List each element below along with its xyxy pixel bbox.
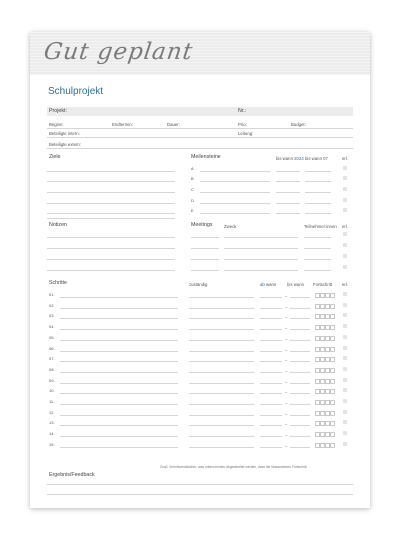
ziele-title: Ziele <box>49 154 61 160</box>
bis-line[interactable] <box>290 404 310 405</box>
bis-line[interactable] <box>290 308 310 309</box>
zustaendig-line[interactable] <box>189 404 254 405</box>
ziele-line[interactable] <box>47 213 175 214</box>
progress-box[interactable] <box>330 293 335 298</box>
milestone-line[interactable] <box>200 213 270 214</box>
bis-line[interactable] <box>290 415 310 416</box>
ziele-line[interactable] <box>47 218 175 219</box>
line <box>47 148 353 149</box>
meeting-line[interactable] <box>224 259 298 260</box>
notes-line[interactable] <box>47 270 175 271</box>
ab-line[interactable] <box>260 351 282 352</box>
step-line[interactable] <box>60 329 178 330</box>
progress-box[interactable] <box>330 314 335 319</box>
step-number: 08. <box>49 366 55 372</box>
intern-label[interactable]: Beteiligte intern: <box>49 131 80 136</box>
bis-line[interactable] <box>290 372 310 373</box>
dash: – <box>285 325 288 331</box>
field-label[interactable]: Prio: <box>238 122 247 127</box>
line <box>47 137 353 138</box>
ab-wann-header: ab wann <box>260 282 277 287</box>
zustaendig-line[interactable] <box>189 297 254 298</box>
schritte-title: Schritte <box>49 280 67 286</box>
erl-checkbox[interactable] <box>343 187 347 191</box>
erl-header-notes: erl. <box>342 224 348 229</box>
progress-box[interactable] <box>330 325 335 330</box>
zustaendig-line[interactable] <box>189 308 254 309</box>
ab-line[interactable] <box>260 372 282 373</box>
date-line[interactable] <box>276 181 300 182</box>
erl-checkbox[interactable] <box>343 356 347 360</box>
progress-box[interactable] <box>330 389 335 394</box>
progress-box[interactable] <box>330 336 335 341</box>
erl-checkbox[interactable] <box>343 388 347 392</box>
planner-sheet <box>30 32 370 508</box>
ziele-line[interactable] <box>47 181 175 182</box>
dash: – <box>285 335 288 341</box>
erl-checkbox[interactable] <box>343 292 347 296</box>
erl-checkbox[interactable] <box>343 208 347 212</box>
step-number: 11. <box>49 399 55 404</box>
step-line[interactable] <box>60 297 178 298</box>
progress-box[interactable] <box>330 304 335 309</box>
step-number: 02. <box>49 302 55 308</box>
step-number: 01. <box>49 292 55 297</box>
field-label[interactable]: Budget: <box>291 122 306 127</box>
nr-label: Nr.: <box>238 108 247 114</box>
step-number: 03. <box>49 313 55 319</box>
progress-box[interactable] <box>330 368 335 373</box>
step-line[interactable] <box>60 340 178 341</box>
ab-line[interactable] <box>260 308 282 309</box>
erl-checkbox[interactable] <box>343 420 347 424</box>
progress-box[interactable] <box>330 432 335 437</box>
meeting-line[interactable] <box>191 259 219 260</box>
meeting-line[interactable] <box>304 248 331 249</box>
ab-line[interactable] <box>260 297 282 298</box>
meeting-line[interactable] <box>191 248 219 249</box>
bis-wann-steps-header: bis wann <box>287 282 304 287</box>
milestone-letter: B <box>191 176 194 181</box>
bis-line[interactable] <box>290 425 310 426</box>
dash: – <box>285 367 288 373</box>
bis-line[interactable] <box>290 383 310 384</box>
ab-line[interactable] <box>260 340 282 341</box>
meeting-line[interactable] <box>191 237 219 238</box>
milestones-title: Meilensteine <box>191 154 221 160</box>
notes-line[interactable] <box>47 259 175 260</box>
date-line[interactable] <box>305 171 331 172</box>
zustaendig-line[interactable] <box>189 329 254 330</box>
zustaendig-line[interactable] <box>189 393 254 394</box>
erl-checkbox[interactable] <box>343 198 347 202</box>
field-label[interactable]: Dauer: <box>167 122 180 127</box>
ab-line[interactable] <box>260 436 282 437</box>
leitung-label[interactable]: Leitung: <box>238 131 254 136</box>
meeting-line[interactable] <box>304 270 331 271</box>
ab-line[interactable] <box>260 318 282 319</box>
zustaendig-line[interactable] <box>189 318 254 319</box>
progress-box[interactable] <box>330 421 335 426</box>
erl-checkbox[interactable] <box>343 346 347 350</box>
step-line[interactable] <box>60 318 178 319</box>
meeting-line[interactable] <box>224 248 298 249</box>
step-line[interactable] <box>60 372 178 373</box>
date-line[interactable] <box>276 171 300 172</box>
bis-line[interactable] <box>290 351 310 352</box>
ergebnis-title: Ergebnis/Feedback <box>49 472 95 478</box>
progress-box[interactable] <box>330 411 335 416</box>
erl-checkbox[interactable] <box>343 313 347 317</box>
date-line[interactable] <box>276 192 300 193</box>
ab-line[interactable] <box>260 447 282 448</box>
zustaendig-line[interactable] <box>189 383 254 384</box>
step-line[interactable] <box>60 404 178 405</box>
step-number: 04. <box>49 324 55 330</box>
zustaendig-line[interactable] <box>189 340 254 341</box>
step-number: 12. <box>49 409 55 415</box>
extern-label[interactable]: Beteiligte extern: <box>49 142 82 147</box>
dash: – <box>285 378 288 384</box>
ziele-line[interactable] <box>47 171 175 172</box>
bis-line[interactable] <box>290 393 310 394</box>
milestone-line[interactable] <box>200 171 270 172</box>
erl-checkbox[interactable] <box>343 378 347 382</box>
milestone-line[interactable] <box>200 203 270 204</box>
step-line[interactable] <box>60 415 178 416</box>
erl-checkbox[interactable] <box>343 442 347 446</box>
project-bar <box>47 107 353 116</box>
line <box>47 484 353 485</box>
erl-checkbox[interactable] <box>343 232 347 236</box>
progress-box[interactable] <box>330 379 335 384</box>
zustaendig-line[interactable] <box>189 425 254 426</box>
step-line[interactable] <box>60 447 178 448</box>
dash: – <box>285 389 288 395</box>
zustaendig-header: zuständig <box>189 282 208 287</box>
dash: – <box>285 400 288 405</box>
milestone-letter: D <box>191 198 194 203</box>
zustaendig-line[interactable] <box>189 436 254 437</box>
date-line[interactable] <box>305 203 331 204</box>
date-line[interactable] <box>305 213 331 214</box>
line <box>47 494 353 495</box>
erl-checkbox[interactable] <box>343 166 347 170</box>
progress-box[interactable] <box>330 347 335 352</box>
erl-checkbox[interactable] <box>343 254 347 258</box>
date-line[interactable] <box>276 213 300 214</box>
erl-checkbox[interactable] <box>343 431 347 435</box>
bis-line[interactable] <box>290 297 310 298</box>
dash: – <box>285 432 288 438</box>
milestone-letter: E <box>191 208 194 213</box>
ziele-line[interactable] <box>47 203 175 204</box>
dash: – <box>285 410 288 416</box>
step-line[interactable] <box>60 308 178 309</box>
erl-header: erl. <box>342 156 348 161</box>
step-line[interactable] <box>60 425 178 426</box>
notes-line[interactable] <box>47 248 175 249</box>
erl-checkbox[interactable] <box>343 399 347 403</box>
bis-wann-header: bis wann 2024 <box>276 156 304 161</box>
step-line[interactable] <box>60 436 178 437</box>
ab-line[interactable] <box>260 329 282 330</box>
milestone-letter: C <box>191 187 194 192</box>
ab-line[interactable] <box>260 415 282 416</box>
step-number: 15. <box>49 441 55 447</box>
zustaendig-line[interactable] <box>189 351 254 352</box>
meeting-line[interactable] <box>191 270 219 271</box>
date-line[interactable] <box>305 192 331 193</box>
footnote: Gruß: Schrittverständlich, was unternommen abgearbeitet werden, dass die Massnahmen Fortschritt <box>160 465 307 469</box>
ziele-line[interactable] <box>47 192 175 193</box>
notes-line[interactable] <box>47 237 175 238</box>
milestone-line[interactable] <box>200 181 270 182</box>
step-number: 06. <box>49 345 55 351</box>
progress-box[interactable] <box>330 400 335 405</box>
step-line[interactable] <box>60 351 178 352</box>
bis-line[interactable] <box>290 436 310 437</box>
zustaendig-line[interactable] <box>189 415 254 416</box>
dash: – <box>285 314 288 320</box>
projekt-label: Projekt: <box>49 108 67 114</box>
step-number: 09. <box>49 377 55 383</box>
erl-checkbox[interactable] <box>343 335 347 339</box>
bis-line[interactable] <box>290 361 310 362</box>
step-line[interactable] <box>60 383 178 384</box>
step-number: 10. <box>49 388 55 394</box>
zustaendig-line[interactable] <box>189 361 254 362</box>
dash: – <box>285 303 288 309</box>
zweck-header: Zweck <box>224 224 237 229</box>
date-line[interactable] <box>305 181 331 182</box>
erl-checkbox[interactable] <box>343 176 347 180</box>
erl-checkbox[interactable] <box>343 324 347 328</box>
dash: – <box>285 442 288 448</box>
bis-line[interactable] <box>290 318 310 319</box>
dash: – <box>285 293 288 298</box>
date-line[interactable] <box>276 203 300 204</box>
bis-wann2-header: bis wann 07 <box>305 156 328 161</box>
ab-line[interactable] <box>260 383 282 384</box>
erl-header-steps: erl. <box>342 282 348 287</box>
meetings-title: Meetings <box>191 222 213 228</box>
step-number: 13. <box>49 420 55 426</box>
ab-line[interactable] <box>260 361 282 362</box>
erl-checkbox[interactable] <box>343 303 347 307</box>
step-number: 14. <box>49 431 55 437</box>
teilnehmer-header: Teilnehmer:innen <box>304 224 337 229</box>
progress-box[interactable] <box>330 443 335 448</box>
line <box>47 128 353 129</box>
erl-checkbox[interactable] <box>343 367 347 371</box>
meeting-line[interactable] <box>224 237 298 238</box>
bis-line[interactable] <box>290 447 310 448</box>
step-number: 05. <box>49 334 55 340</box>
milestone-line[interactable] <box>200 192 270 193</box>
header-banner <box>30 32 370 75</box>
fortschritt-header: Fortschritt <box>313 282 333 287</box>
zustaendig-line[interactable] <box>189 372 254 373</box>
ab-line[interactable] <box>260 393 282 394</box>
meeting-line[interactable] <box>224 270 298 271</box>
ab-line[interactable] <box>260 404 282 405</box>
field-label[interactable]: Endtermin: <box>112 122 133 127</box>
bis-line[interactable] <box>290 329 310 330</box>
field-label[interactable]: Beginn: <box>49 122 64 127</box>
bis-line[interactable] <box>290 340 310 341</box>
erl-checkbox[interactable] <box>343 410 347 414</box>
step-line[interactable] <box>60 361 178 362</box>
milestone-letter: A <box>191 166 194 171</box>
meeting-line[interactable] <box>304 259 331 260</box>
zustaendig-line[interactable] <box>189 447 254 448</box>
dash: – <box>285 421 288 427</box>
step-number: 07. <box>49 356 55 362</box>
erl-checkbox[interactable] <box>343 243 347 247</box>
script-title: Gut geplant <box>42 39 195 65</box>
page-title: Schulprojekt <box>48 86 104 97</box>
dash: – <box>285 346 288 352</box>
step-line[interactable] <box>60 393 178 394</box>
ab-line[interactable] <box>260 425 282 426</box>
erl-checkbox[interactable] <box>343 265 347 269</box>
progress-box[interactable] <box>330 357 335 362</box>
notizen-title: Notizen <box>49 222 67 228</box>
dash: – <box>285 357 288 363</box>
meeting-line[interactable] <box>304 237 331 238</box>
